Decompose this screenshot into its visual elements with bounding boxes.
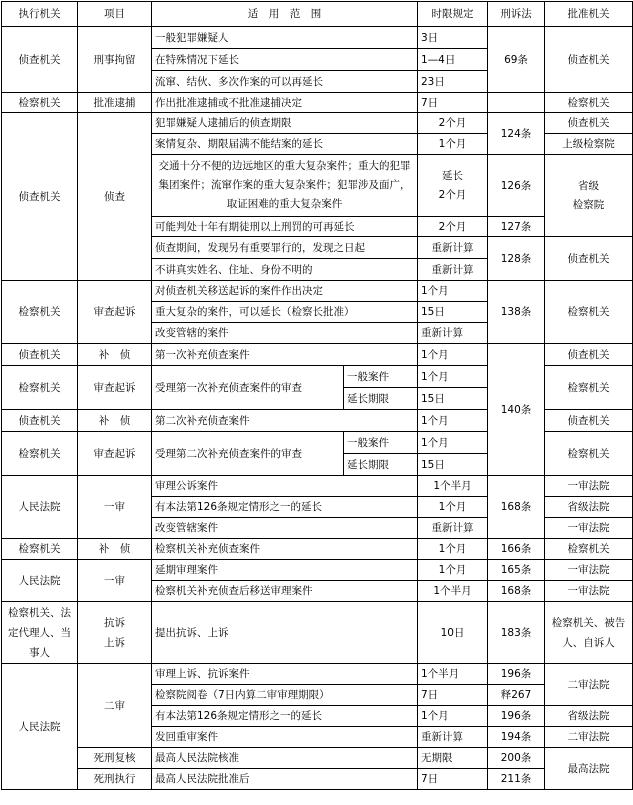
time-cell: 1个月 xyxy=(418,432,488,454)
criminal-procedure-time-limit-table xyxy=(1,1,633,790)
scope-cell: 作出批准逮捕或不批准逮捕决定 xyxy=(152,93,418,113)
agency-cell: 人民法院 xyxy=(2,476,78,539)
table-row xyxy=(2,664,633,685)
table-row xyxy=(2,560,633,581)
scope-cell: 可能判处十年有期徒刑以上刑罚的可再延长 xyxy=(152,217,418,237)
approver-cell: 上级检察院 xyxy=(545,134,633,155)
approver-cell: 侦查机关 xyxy=(545,237,633,281)
time-cell: 23日 xyxy=(418,71,488,93)
agency-cell: 人民法院 xyxy=(2,560,78,602)
agency-cell: 检察机关 xyxy=(2,93,78,113)
header-item: 项目 xyxy=(78,2,152,27)
time-cell: 重新计算 xyxy=(418,323,488,344)
scope-cell: 改变管辖的案件 xyxy=(152,323,418,344)
agency-cell: 检察机关、法定代理人、当事人 xyxy=(2,602,78,664)
scope-cell: 第一次补充侦查案件 xyxy=(152,344,418,366)
header-scope: 适 用 范 围 xyxy=(152,2,418,27)
header-approver: 批准机关 xyxy=(545,2,633,27)
agency-cell: 人民法院 xyxy=(2,664,78,790)
approver-cell: 最高法院 xyxy=(545,748,633,790)
scope-cell: 最高人民法院核准 xyxy=(152,748,418,769)
law-cell xyxy=(488,93,545,113)
subtype-cell: 一般案件 xyxy=(344,366,418,388)
header-time: 时限规定 xyxy=(418,2,488,27)
item-cell: 审查起诉 xyxy=(78,432,152,476)
scope-cell: 在特殊情况下延长 xyxy=(152,49,418,71)
agency-cell: 检察机关 xyxy=(2,539,78,560)
law-cell: 69条 xyxy=(488,27,545,93)
table-row xyxy=(2,113,633,134)
approver-cell: 一审法院 xyxy=(545,476,633,497)
time-cell: 7日 xyxy=(418,93,488,113)
agency-cell: 侦查机关 xyxy=(2,27,78,93)
time-cell: 无期限 xyxy=(418,748,488,769)
table-row xyxy=(2,769,633,790)
time-cell: 7日 xyxy=(418,769,488,790)
time-cell: 1个月 xyxy=(418,410,488,432)
approver-cell: 检察机关 xyxy=(545,432,633,476)
law-cell: 165条 xyxy=(488,560,545,581)
time-cell: 重新计算 xyxy=(418,727,488,748)
agency-cell: 侦查机关 xyxy=(2,113,78,281)
time-cell: 1个月 xyxy=(418,560,488,581)
header-row xyxy=(2,2,633,27)
item-cell: 补 侦 xyxy=(78,410,152,432)
approver-cell: 一审法院 xyxy=(545,581,633,602)
approver-cell: 检察机关 xyxy=(545,539,633,560)
agency-cell: 检察机关 xyxy=(2,366,78,410)
agency-cell: 检察机关 xyxy=(2,432,78,476)
time-cell: 1个月 xyxy=(418,706,488,727)
scope-cell: 流窜、结伙、多次作案的可以再延长 xyxy=(152,71,418,93)
item-cell: 审查起诉 xyxy=(78,366,152,410)
law-cell: 194条 xyxy=(488,727,545,748)
scope-cell: 第二次补充侦查案件 xyxy=(152,410,418,432)
law-cell: 140条 xyxy=(488,344,545,476)
scope-cell: 受理第一次补充侦查案件的审查 xyxy=(152,366,344,410)
item-cell: 侦查 xyxy=(78,113,152,281)
table-row xyxy=(2,748,633,769)
approver-cell: 检察机关 xyxy=(545,366,633,410)
scope-cell: 检察机关补充侦查案件 xyxy=(152,539,418,560)
scope-cell: 受理第二次补充侦查案件的审查 xyxy=(152,432,344,476)
scope-cell: 审理公诉案件 xyxy=(152,476,418,497)
scope-cell: 交通十分不便的边远地区的重大复杂案件；重大的犯罪集团案件；流窜作案的重大复杂案件；犯罪涉及面广，取证困难的重大复杂案件 xyxy=(152,155,418,217)
table-row xyxy=(2,344,633,366)
table-row xyxy=(2,539,633,560)
law-cell: 127条 xyxy=(488,217,545,237)
agency-cell: 侦查机关 xyxy=(2,344,78,366)
time-cell: 15日 xyxy=(418,388,488,410)
time-cell: 重新计算 xyxy=(418,237,488,259)
header-law: 刑诉法 xyxy=(488,2,545,27)
table-row xyxy=(2,602,633,664)
time-cell: 延长 2个月 xyxy=(418,155,488,217)
approver-cell: 一审法院 xyxy=(545,560,633,581)
time-cell: 15日 xyxy=(418,302,488,323)
time-cell: 1—4日 xyxy=(418,49,488,71)
time-cell: 1个月 xyxy=(418,497,488,518)
time-cell: 1个月 xyxy=(418,344,488,366)
time-cell: 15日 xyxy=(418,454,488,476)
approver-cell: 侦查机关 xyxy=(545,27,633,93)
law-cell: 138条 xyxy=(488,281,545,344)
scope-cell: 延期审理案件 xyxy=(152,560,418,581)
table-row xyxy=(2,27,633,49)
agency-cell: 侦查机关 xyxy=(2,410,78,432)
approver-cell: 侦查机关 xyxy=(545,344,633,366)
time-cell: 10日 xyxy=(418,602,488,664)
law-cell: 166条 xyxy=(488,539,545,560)
subtype-cell: 一般案件 xyxy=(344,432,418,454)
law-cell: 126条 xyxy=(488,155,545,217)
scope-cell: 有本法第126条规定情形之一的延长 xyxy=(152,497,418,518)
scope-cell: 检察机关补充侦查后移送审理案件 xyxy=(152,581,418,602)
scope-cell: 犯罪嫌疑人逮捕后的侦查期限 xyxy=(152,113,418,134)
scope-cell: 重大复杂的案件，可以延长（检察长批准） xyxy=(152,302,418,323)
item-cell: 一审 xyxy=(78,476,152,539)
scope-cell: 检察院阅卷（7日内算二审审理期限） xyxy=(152,685,418,706)
scope-cell: 发回重审案件 xyxy=(152,727,418,748)
approver-cell: 检察机关 xyxy=(545,93,633,113)
time-cell: 7日 xyxy=(418,685,488,706)
law-cell: 196条 xyxy=(488,706,545,727)
approver-cell: 检察机关 xyxy=(545,281,633,344)
time-cell: 1个月 xyxy=(418,539,488,560)
law-cell: 124条 xyxy=(488,113,545,155)
law-cell: 183条 xyxy=(488,602,545,664)
subtype-cell: 延长期限 xyxy=(344,454,418,476)
item-cell: 补 侦 xyxy=(78,539,152,560)
approver-cell: 一审法院 xyxy=(545,518,633,539)
scope-cell: 案情复杂、期限届满不能结案的延长 xyxy=(152,134,418,155)
time-cell: 1个月 xyxy=(418,281,488,302)
item-cell: 死刑执行 xyxy=(78,769,152,790)
law-cell: 200条 xyxy=(488,748,545,769)
time-cell: 2个月 xyxy=(418,113,488,134)
subtype-cell: 延长期限 xyxy=(344,388,418,410)
agency-cell: 检察机关 xyxy=(2,281,78,344)
approver-cell: 二审法院 xyxy=(545,664,633,706)
table-row xyxy=(2,281,633,302)
item-cell: 抗诉 上诉 xyxy=(78,602,152,664)
scope-cell: 最高人民法院批准后 xyxy=(152,769,418,790)
scope-cell: 提出抗诉、上诉 xyxy=(152,602,418,664)
law-cell: 释267 xyxy=(488,685,545,706)
approver-cell: 侦查机关 xyxy=(545,410,633,432)
scope-cell: 有本法第126条规定情形之一的延长 xyxy=(152,706,418,727)
approver-cell: 侦查机关 xyxy=(545,113,633,134)
time-cell: 重新计算 xyxy=(418,259,488,281)
law-cell: 168条 xyxy=(488,476,545,539)
approver-cell: 二审法院 xyxy=(545,727,633,748)
time-cell: 1个半月 xyxy=(418,664,488,685)
scope-cell: 审理上诉、抗诉案件 xyxy=(152,664,418,685)
item-cell: 补 侦 xyxy=(78,344,152,366)
time-cell: 3日 xyxy=(418,27,488,49)
approver-cell: 省级法院 xyxy=(545,497,633,518)
law-cell: 211条 xyxy=(488,769,545,790)
law-cell: 128条 xyxy=(488,237,545,281)
time-cell: 1个半月 xyxy=(418,581,488,602)
law-cell: 196条 xyxy=(488,664,545,685)
scope-cell: 一般犯罪嫌疑人 xyxy=(152,27,418,49)
item-cell: 批准逮捕 xyxy=(78,93,152,113)
header-agency: 执行机关 xyxy=(2,2,78,27)
item-cell: 审查起诉 xyxy=(78,281,152,344)
approver-cell: 检察机关、被告人、自诉人 xyxy=(545,602,633,664)
scope-cell: 对侦查机关移送起诉的案件作出决定 xyxy=(152,281,418,302)
scope-cell: 侦查期间，发现另有重要罪行的，发现之日起 xyxy=(152,237,418,259)
time-cell: 2个月 xyxy=(418,217,488,237)
time-cell: 1个月 xyxy=(418,134,488,155)
item-cell: 刑事拘留 xyxy=(78,27,152,93)
time-cell: 1个月 xyxy=(418,366,488,388)
approver-cell: 省级 检察院 xyxy=(545,155,633,237)
time-cell: 1个半月 xyxy=(418,476,488,497)
approver-cell: 省级法院 xyxy=(545,706,633,727)
scope-cell: 改变管辖案件 xyxy=(152,518,418,539)
table-row xyxy=(2,476,633,497)
item-cell: 二审 xyxy=(78,664,152,748)
time-cell: 重新计算 xyxy=(418,518,488,539)
scope-cell: 不讲真实姓名、住址、身份不明的 xyxy=(152,259,418,281)
item-cell: 死刑复核 xyxy=(78,748,152,769)
item-cell: 一审 xyxy=(78,560,152,602)
table-row xyxy=(2,93,633,113)
law-cell: 168条 xyxy=(488,581,545,602)
